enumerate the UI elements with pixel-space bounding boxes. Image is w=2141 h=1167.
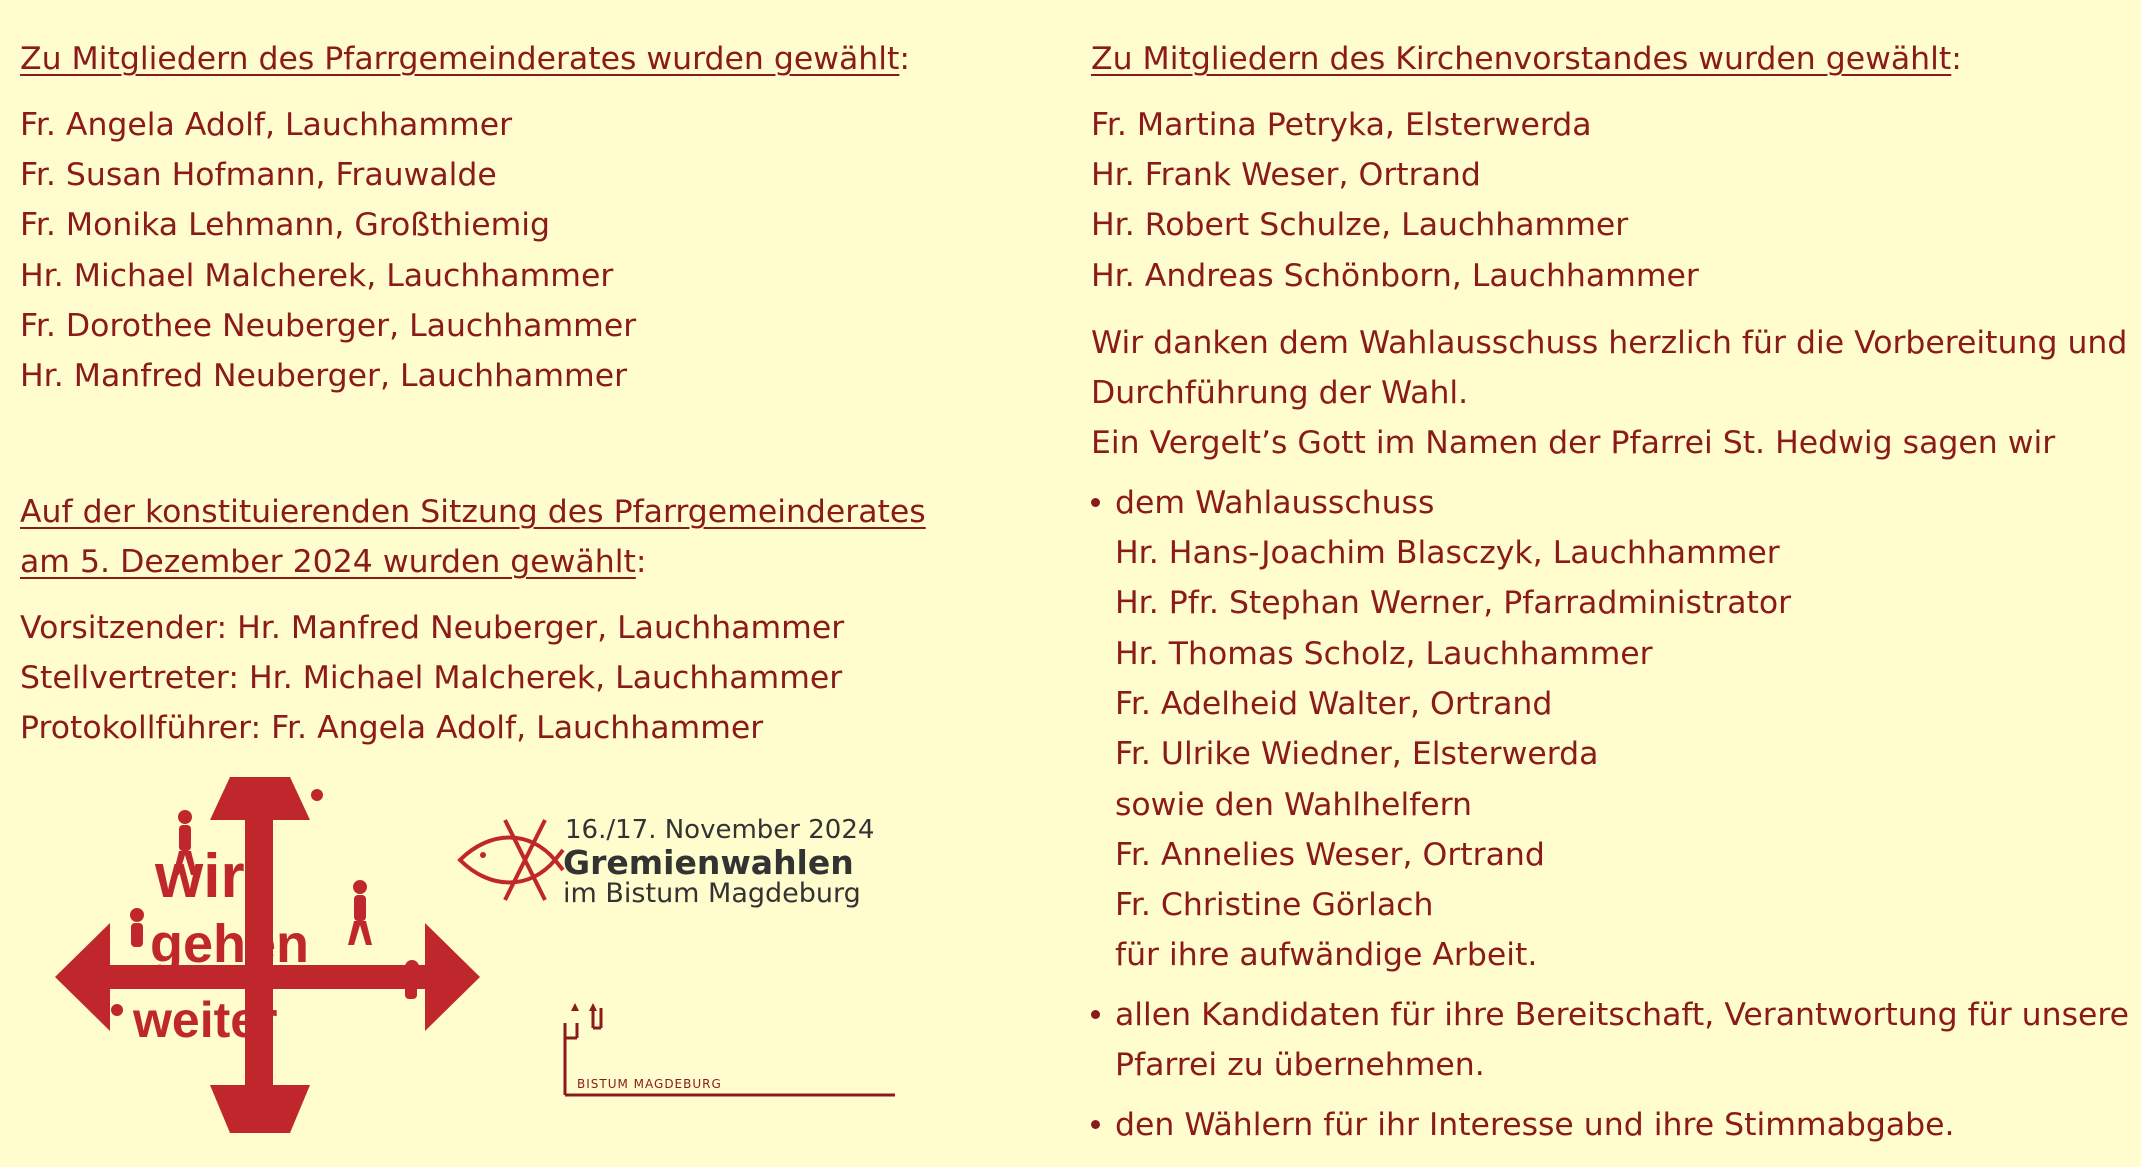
bullet-line: Fr. Annelies Weser, Ortrand xyxy=(1115,837,1545,873)
bullet-line: Pfarrei zu übernehmen. xyxy=(1115,1047,1485,1083)
bullet-line: Fr. Adelheid Walter, Ortrand xyxy=(1115,686,1553,722)
kv-member: Hr. Robert Schulze, Lauchhammer xyxy=(1091,207,1629,243)
bullet-line: Fr. Ulrike Wiedner, Elsterwerda xyxy=(1115,736,1599,772)
role-chair: Vorsitzender: Hr. Manfred Neuberger, Lauchhammer xyxy=(20,610,845,646)
bullet-line: Fr. Christine Görlach xyxy=(1115,887,1434,923)
kv-heading: Zu Mitgliedern des Kirchenvorstandes wurden gewählt: xyxy=(1091,41,1962,77)
bullet-icon xyxy=(1091,498,1100,507)
pgr-member: Fr. Angela Adolf, Lauchhammer xyxy=(20,107,513,143)
bullet-line: allen Kandidaten für ihre Bereitschaft, Verantwortung für unsere xyxy=(1115,997,2130,1033)
bullet-line: sowie den Wahlhelfern xyxy=(1115,787,1473,823)
bullet-line: Hr. Hans-Joachim Blasczyk, Lauchhammer xyxy=(1115,535,1780,571)
wir-gehen-weiter-logo xyxy=(55,775,480,1137)
pgr-member: Fr. Monika Lehmann, Großthiemig xyxy=(20,207,551,243)
kv-member: Fr. Martina Petryka, Elsterwerda xyxy=(1091,107,1592,143)
pgr-member: Hr. Manfred Neuberger, Lauchhammer xyxy=(20,358,628,394)
thanks-line: Wir danken dem Wahlausschuss herzlich für die Vorbereitung und xyxy=(1091,325,2128,361)
logo-word-gehen: gehen xyxy=(150,914,310,974)
bistum-label: BISTUM MAGDEBURG xyxy=(577,1077,722,1091)
pgr-member: Fr. Susan Hofmann, Frauwalde xyxy=(20,157,497,193)
fish-chi-rho-icon xyxy=(455,815,565,905)
session-heading-line2: am 5. Dezember 2024 wurden gewählt: xyxy=(20,544,647,580)
bullet-line: dem Wahlausschuss xyxy=(1115,485,1435,521)
gremienwahlen-subtitle: im Bistum Magdeburg xyxy=(563,878,861,909)
pgr-member: Hr. Michael Malcherek, Lauchhammer xyxy=(20,258,614,294)
logo-word-weiter: weiter xyxy=(133,992,278,1048)
session-heading-line1: Auf der konstituierenden Sitzung des Pfarrgemeinderates xyxy=(20,494,926,530)
role-secretary: Protokollführer: Fr. Angela Adolf, Lauchhammer xyxy=(20,710,764,746)
bullet-line: den Wählern für ihr Interesse und ihre Stimmabgabe. xyxy=(1115,1107,1955,1143)
pgr-heading: Zu Mitgliedern des Pfarrgemeinderates wurden gewählt: xyxy=(20,41,910,77)
kv-member: Hr. Frank Weser, Ortrand xyxy=(1091,157,1481,193)
bullet-icon xyxy=(1091,1010,1100,1019)
bullet-line: Hr. Pfr. Stephan Werner, Pfarradministrator xyxy=(1115,585,1792,621)
kv-member: Hr. Andreas Schönborn, Lauchhammer xyxy=(1091,258,1699,294)
logo-word-wir: wir xyxy=(155,842,245,911)
thanks-line: Durchführung der Wahl. xyxy=(1091,375,1469,411)
bullet-line: für ihre aufwändige Arbeit. xyxy=(1115,937,1538,973)
bullet-icon xyxy=(1091,1120,1100,1129)
thanks-line: Ein Vergelt’s Gott im Namen der Pfarrei St. Hedwig sagen wir xyxy=(1091,425,2056,461)
gremienwahlen-date: 16./17. November 2024 xyxy=(565,815,875,845)
bullet-line: Hr. Thomas Scholz, Lauchhammer xyxy=(1115,636,1653,672)
role-deputy: Stellvertreter: Hr. Michael Malcherek, Lauchhammer xyxy=(20,660,843,696)
pgr-member: Fr. Dorothee Neuberger, Lauchhammer xyxy=(20,308,637,344)
gremienwahlen-title: Gremienwahlen xyxy=(563,843,854,882)
